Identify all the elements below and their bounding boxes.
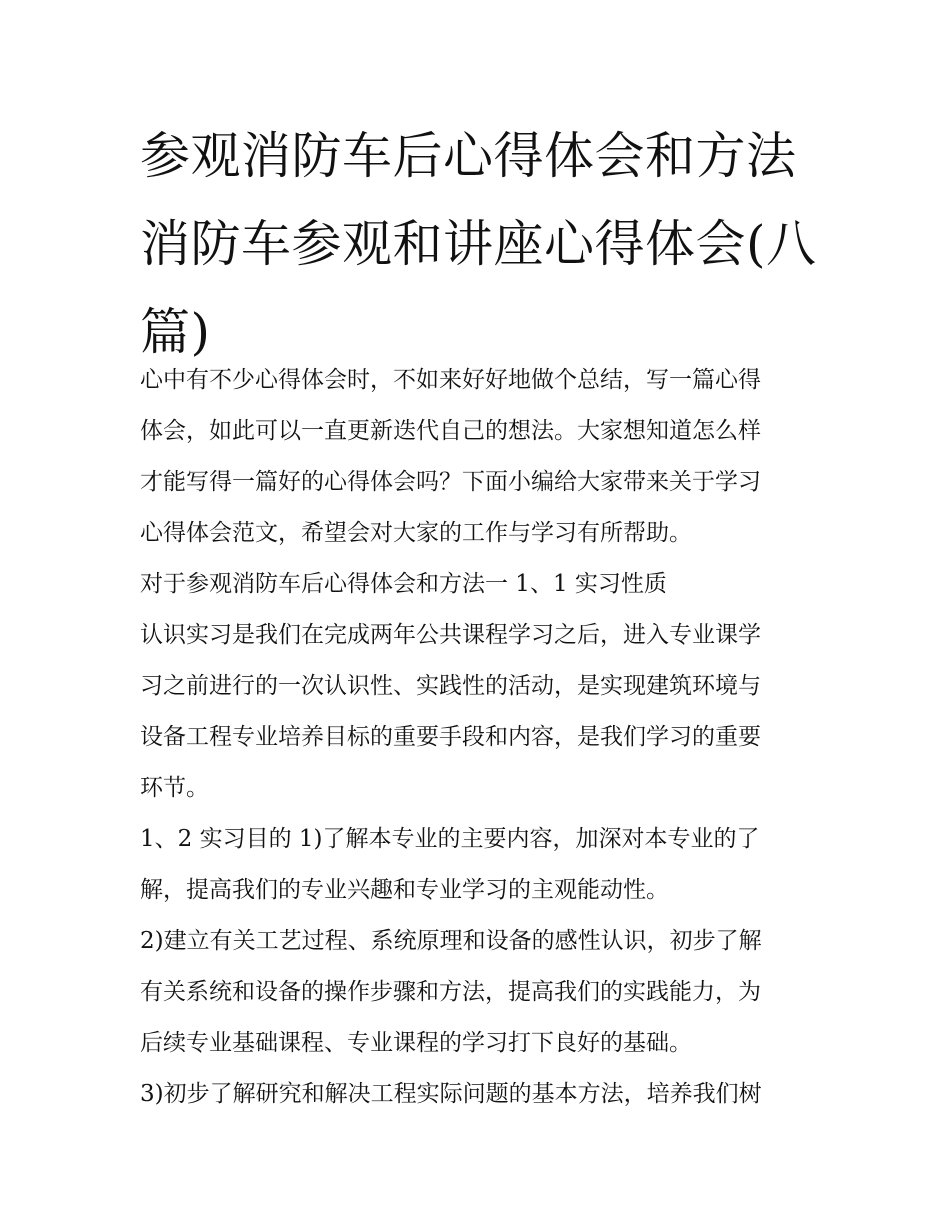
body-line: 心得体会范文，希望会对大家的工作与学习有所帮助。 xyxy=(140,520,692,546)
document-title xyxy=(140,112,830,376)
body-line: 设备工程专业培养目标的重要手段和内容，是我们学习的重要 xyxy=(140,724,761,750)
body-line: 心中有不少心得体会时，不如来好好地做个总结，写一篇心得 xyxy=(140,367,761,393)
body-line: 习之前进行的一次认识性、实践性的活动，是实现建筑环境与 xyxy=(140,673,761,699)
body-line: 解，提高我们的专业兴趣和专业学习的主观能动性。 xyxy=(140,877,669,903)
title-line: 参观消防车后心得体会和方法 xyxy=(140,127,797,185)
body-line: 后续专业基础课程、专业课程的学习打下良好的基础。 xyxy=(140,1030,692,1056)
body-line: 2)建立有关工艺过程、系统原理和设备的感性认识，初步了解 xyxy=(140,928,762,954)
body-line: 1、2 实习目的 1)了解本专业的主要内容，加深对本专业的了 xyxy=(140,826,760,852)
body-line: 有关系统和设备的操作步骤和方法，提高我们的实践能力，为 xyxy=(140,979,761,1005)
body-line: 体会，如此可以一直更新迭代自己的想法。大家想知道怎么样 xyxy=(140,418,761,444)
title-line: 篇) xyxy=(140,303,211,361)
body-line: 环节。 xyxy=(140,775,209,801)
section-heading-line: 对于参观消防车后心得体会和方法一 1、1 实习性质 xyxy=(140,571,667,597)
title-line: 消防车参观和讲座心得体会(八 xyxy=(140,215,817,273)
body-line: 才能写得一篇好的心得体会吗？下面小编给大家带来关于学习 xyxy=(140,469,761,495)
body-line: 认识实习是我们在完成两年公共课程学习之后，进入专业课学 xyxy=(140,622,761,648)
document-body xyxy=(140,355,830,1120)
body-line: 3)初步了解研究和解决工程实际问题的基本方法，培养我们树 xyxy=(140,1081,762,1107)
